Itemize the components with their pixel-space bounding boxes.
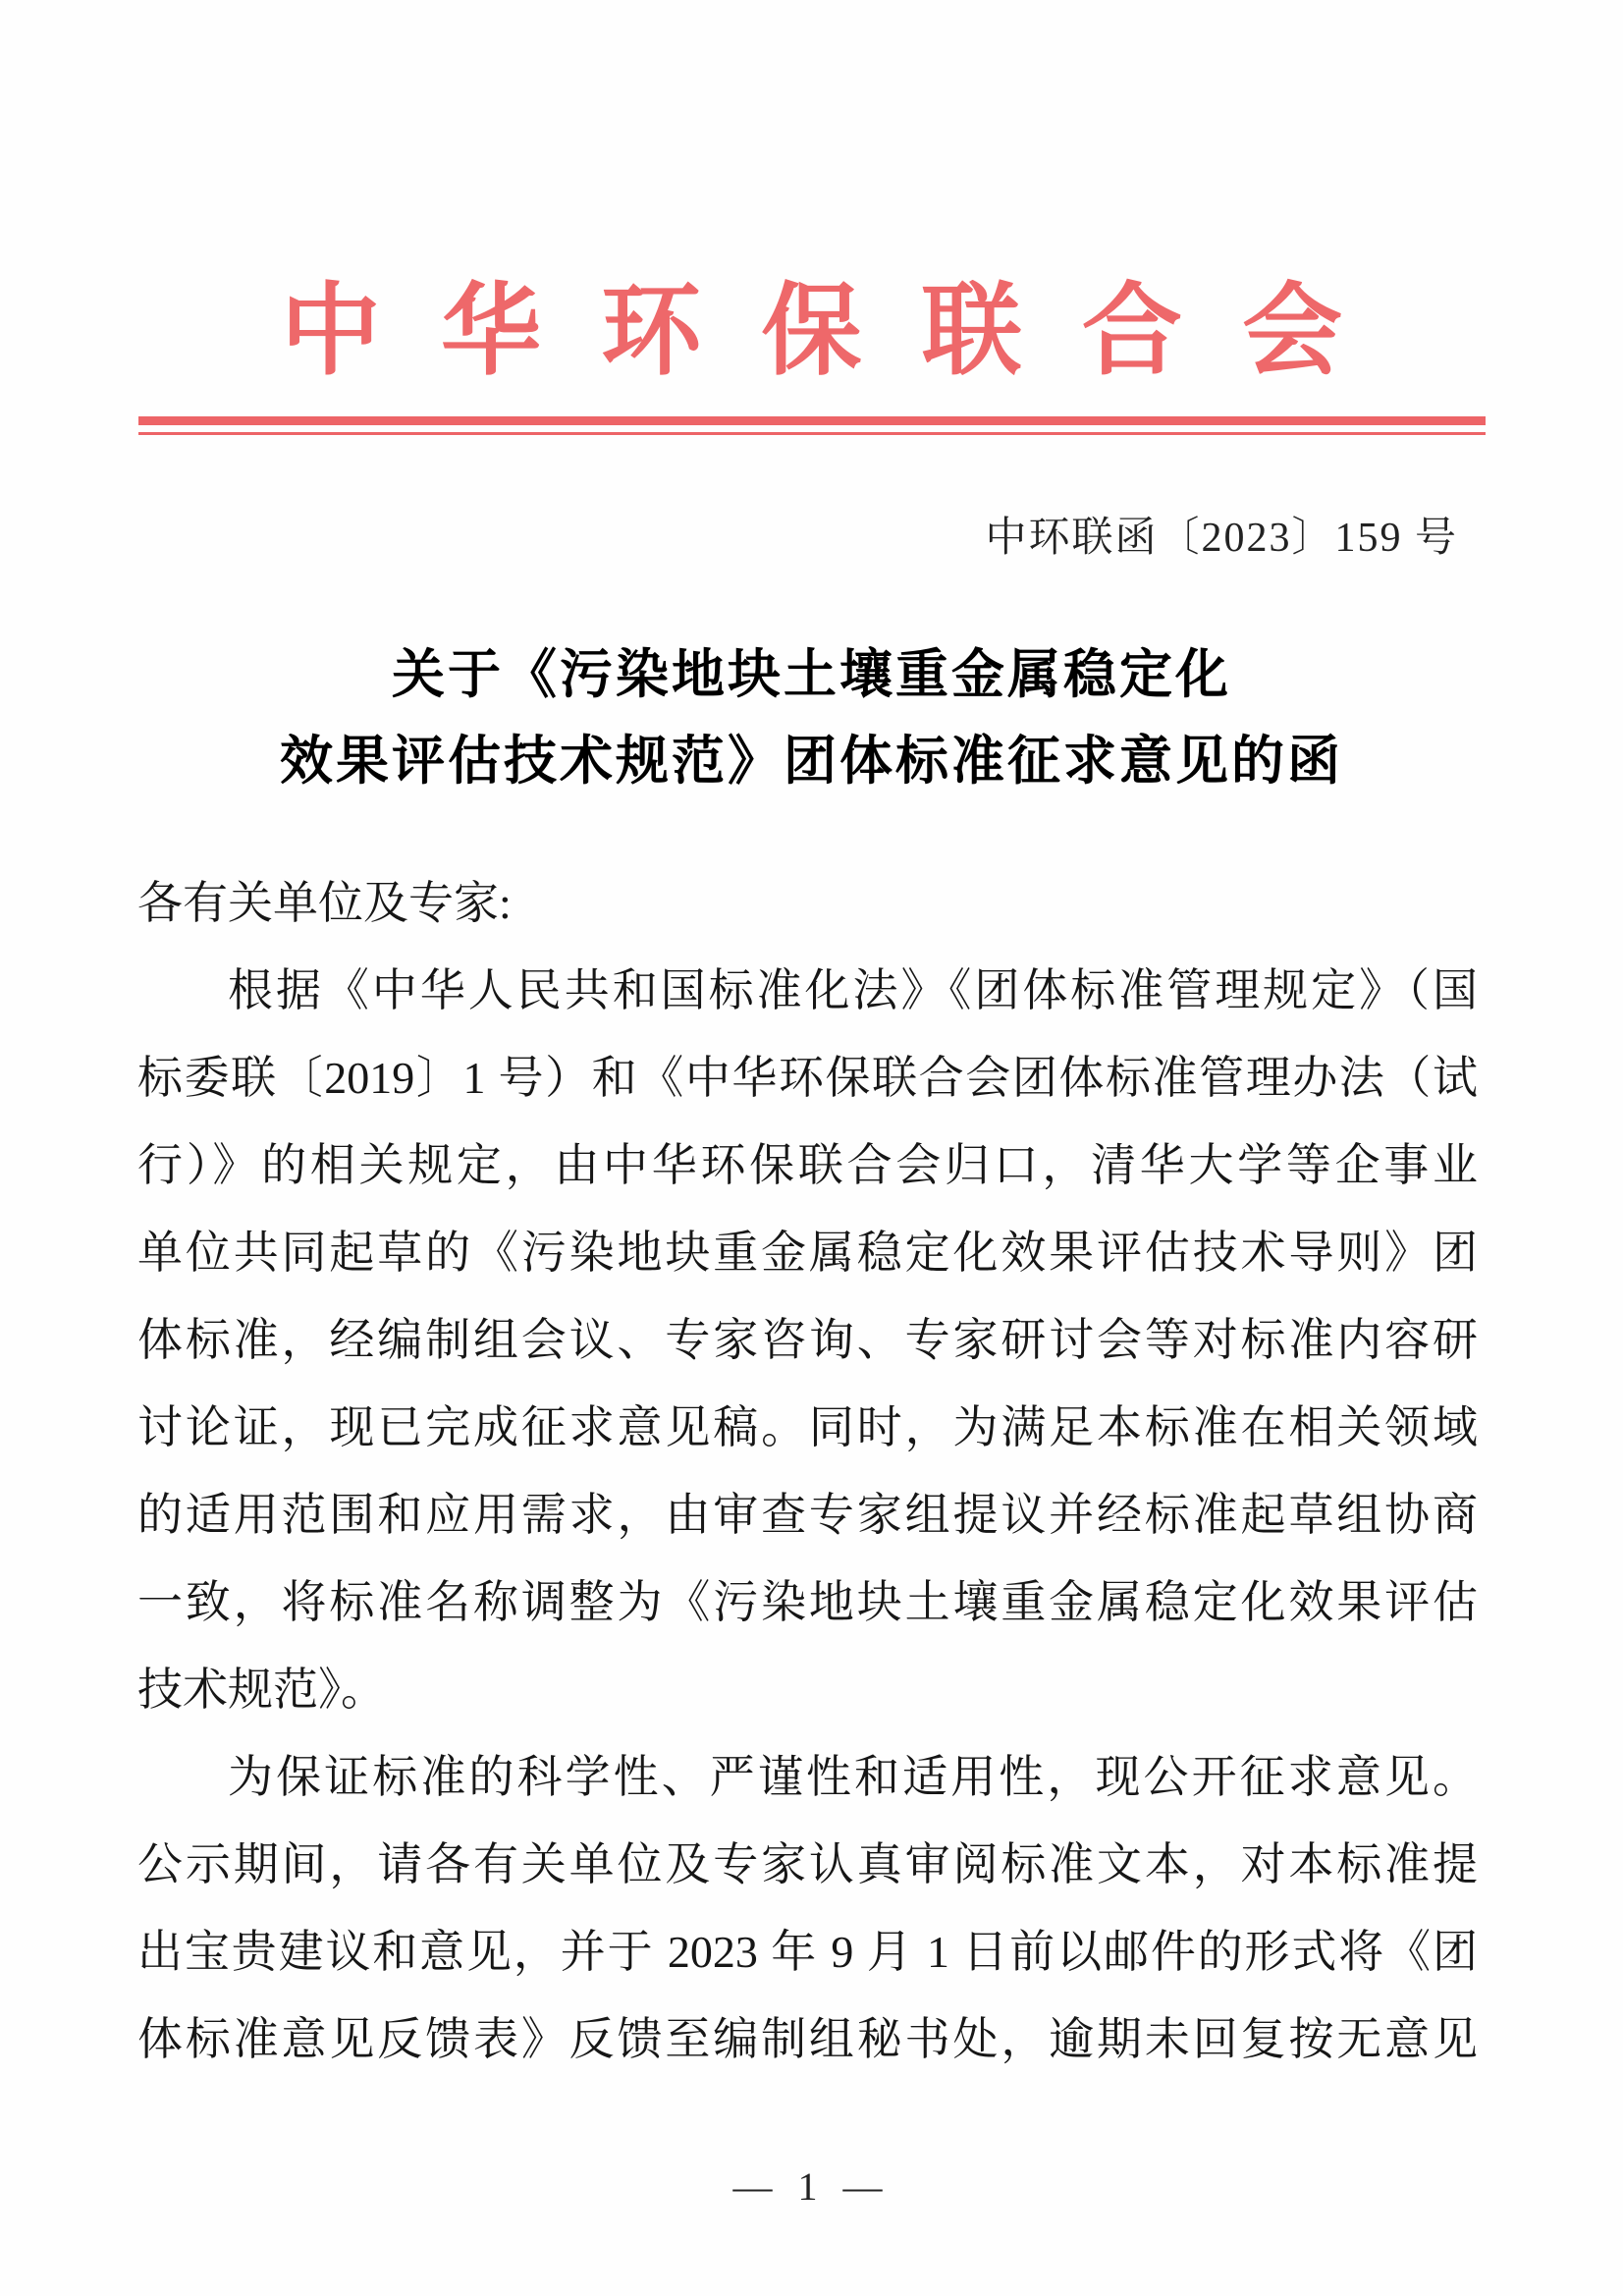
document-number: 中环联函〔2023〕159 号 [985, 516, 1458, 561]
divider-thin-rule [138, 432, 1486, 435]
body-line: 根据《中华人民共和国标准化法》《团体标准管理规定》（国 [228, 965, 1478, 1016]
body-line: 技术规范》。 [137, 1665, 386, 1716]
body-line: 一致，将标准名称调整为《污染地块土壤重金属稳定化效果评估 [137, 1577, 1478, 1628]
body-line: 行）》的相关规定，由中华环保联合会归口，清华大学等企事业 [137, 1140, 1478, 1191]
document-title-line-1: 关于《污染地块土壤重金属稳定化 [392, 645, 1231, 705]
document-body [137, 859, 1478, 2083]
document-title [0, 631, 1623, 804]
body-line: 体标准意见反馈表》反馈至编制组秘书处，逾期未回复按无意见 [137, 2014, 1478, 2065]
salutation: 各有关单位及专家: [137, 878, 512, 929]
body-line: 讨论证，现已完成征求意见稿。同时，为满足本标准在相关领域 [137, 1402, 1478, 1453]
org-name: 中华环保联合会 [280, 277, 1403, 388]
letterhead [0, 0, 1623, 435]
body-line: 公示期间，请各有关单位及专家认真审阅标准文本，对本标准提 [137, 1839, 1478, 1890]
body-line: 体标准，经编制组会议、专家咨询、专家研讨会等对标准内容研 [137, 1315, 1478, 1366]
letterhead-divider [138, 416, 1486, 435]
body-line: 出宝贵建议和意见，并于 2023 年 9 月 1 日前以邮件的形式将《团 [137, 1927, 1478, 1978]
body-line: 的适用范围和应用需求，由审查专家组提议并经标准起草组协商 [137, 1490, 1478, 1541]
body-line: 为保证标准的科学性、严谨性和适用性，现公开征求意见。 [228, 1752, 1478, 1803]
document-title-line-2: 效果评估技术规范》团体标准征求意见的函 [280, 732, 1343, 792]
page-number: — 1 — [732, 2164, 891, 2209]
body-line: 标委联〔2019〕1 号）和《中华环保联合会团体标准管理办法（试 [137, 1053, 1478, 1104]
divider-thick-rule [138, 416, 1486, 425]
body-line: 单位共同起草的《污染地块重金属稳定化效果评估技术导则》团 [137, 1228, 1478, 1279]
